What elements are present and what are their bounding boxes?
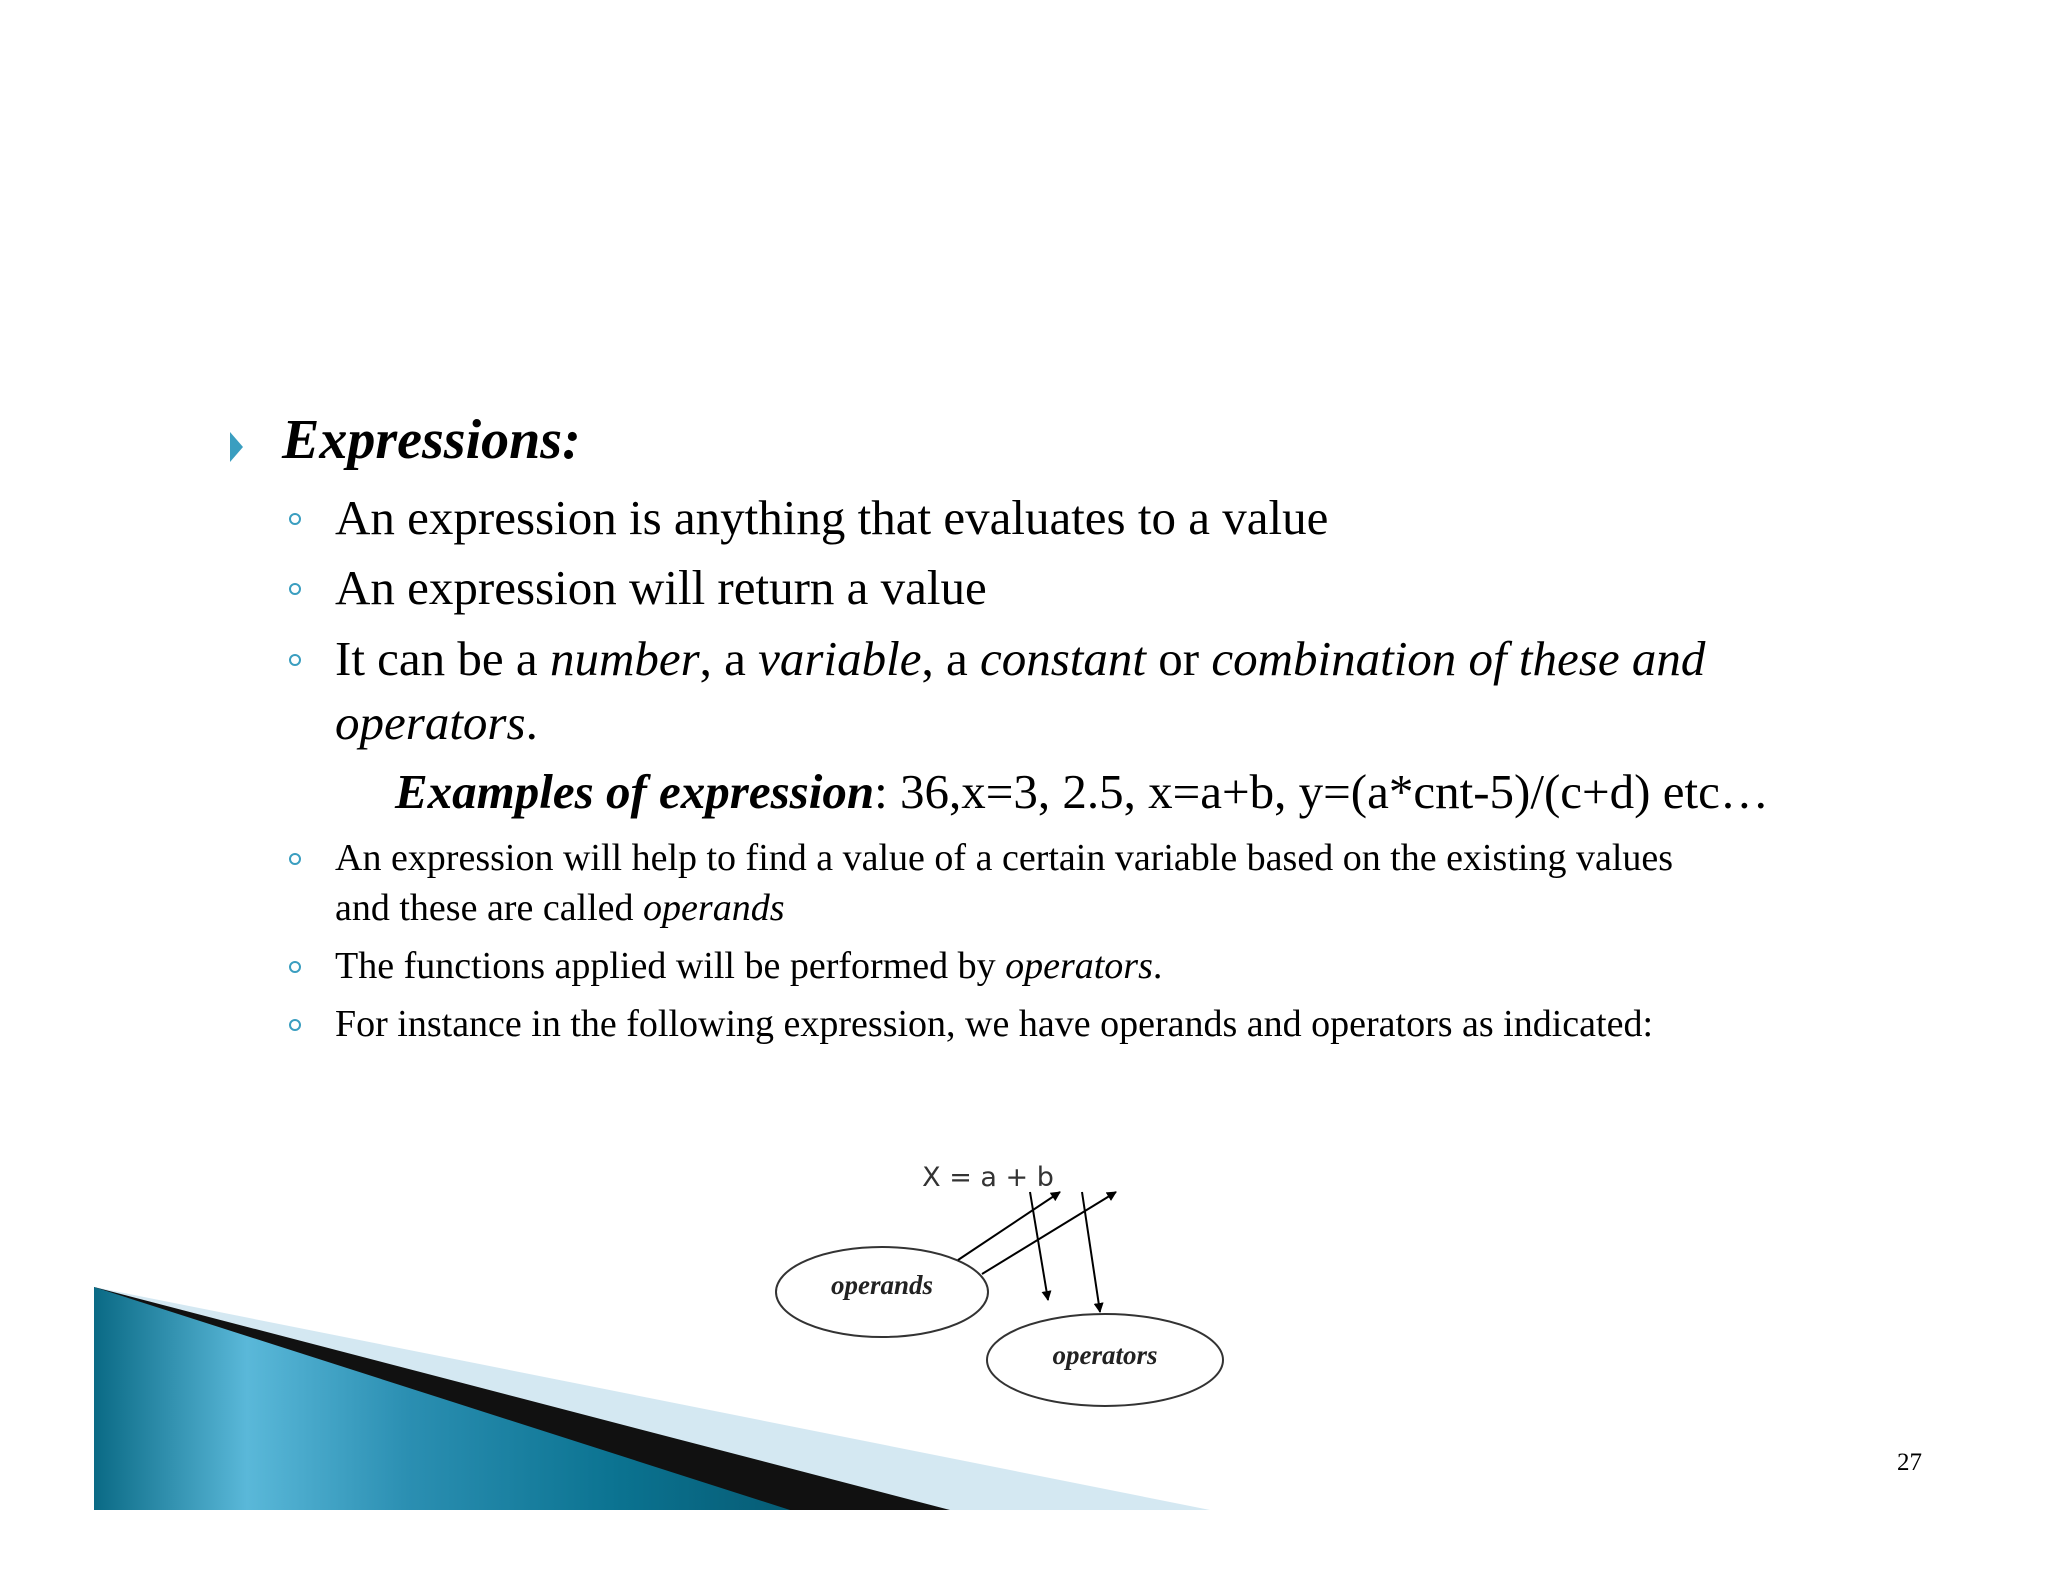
italic-term: combination of these and bbox=[1211, 631, 1706, 686]
arrow-operands-to-a bbox=[958, 1192, 1060, 1260]
bullet-operands-line1: An expression will help to find a value of a certain variable based on the existing values bbox=[335, 837, 1674, 879]
slide-heading: Expressions: bbox=[282, 409, 581, 471]
italic-term: operators bbox=[335, 695, 526, 750]
italic-term: operands bbox=[643, 887, 785, 929]
page-number: 27 bbox=[1897, 1449, 1922, 1476]
arrow-plus-to-operators bbox=[1082, 1192, 1100, 1312]
bullet-return-value: An expression will return a value bbox=[335, 560, 987, 615]
bullet-definition: An expression is anything that evaluates to a value bbox=[335, 490, 1329, 545]
expression-diagram bbox=[760, 1150, 1240, 1420]
operators-label: operators bbox=[1052, 1340, 1158, 1370]
text-run: , a bbox=[699, 631, 759, 686]
text-run: . bbox=[525, 695, 538, 750]
examples-text: : 36,x=3, 2.5, x=a+b, y=(a*cnt-5)/(c+d) etc… bbox=[874, 764, 1769, 819]
operands-label: operands bbox=[830, 1270, 934, 1300]
expression-label: X = a + b bbox=[922, 1162, 1054, 1193]
arrow-equals-to-operators bbox=[1030, 1192, 1048, 1300]
text-run: and these are called bbox=[335, 887, 644, 929]
text-run: It can be a bbox=[335, 631, 550, 686]
text-run: or bbox=[1146, 631, 1212, 686]
arrow-operands-to-b bbox=[982, 1192, 1116, 1274]
examples-label: Examples of expression bbox=[395, 764, 875, 819]
italic-term: variable bbox=[758, 631, 922, 686]
text-run: , a bbox=[921, 631, 980, 686]
text-run: The functions applied will be performed by bbox=[335, 945, 1006, 987]
italic-term: number bbox=[549, 631, 700, 686]
bullet-instance: For instance in the following expression, we have operands and operators as indicated: bbox=[335, 1003, 1654, 1045]
text-run: . bbox=[1152, 945, 1163, 987]
italic-term: operators bbox=[1005, 945, 1153, 987]
italic-term: constant bbox=[979, 631, 1146, 686]
